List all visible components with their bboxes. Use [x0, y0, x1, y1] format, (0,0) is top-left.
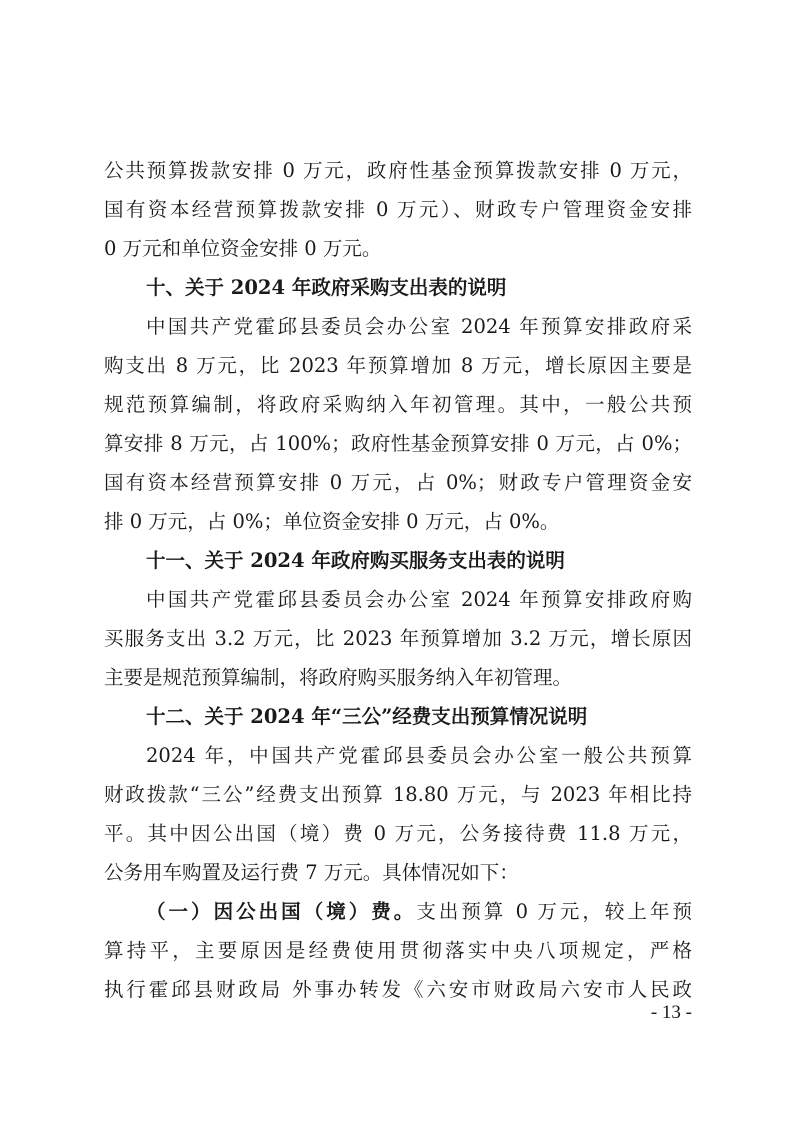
- section-heading-12: 十二、关于 2024 年“三公”经费支出预算情况说明: [146, 705, 588, 728]
- subsection-paragraph-line: [146, 898, 692, 926]
- body-text-run: 支出预算 0 万元，较上年预: [416, 900, 692, 923]
- section-heading-10: 十、关于 2024 年政府采购支出表的说明: [146, 276, 507, 299]
- page-number: - 13 -: [650, 1002, 692, 1023]
- body-text-line: 排 0 万元，占 0%；单位资金安排 0 万元，占 0%。: [104, 510, 560, 533]
- body-text-line: 平。其中因公出国（境）费 0 万元，公务接待费 11.8 万元，: [104, 822, 692, 845]
- body-text-line: 算安排 8 万元，占 100%；政府性基金预算安排 0 万元，占 0%；: [104, 432, 692, 455]
- body-text-line: 主要是规范预算编制，将政府购买服务纳入年初管理。: [104, 666, 573, 689]
- body-text-line: 国有资本经营预算安排 0 万元，占 0%；财政专户管理资金安: [104, 471, 692, 494]
- body-text-line: 中国共产党霍邱县委员会办公室 2024 年预算安排政府购: [146, 588, 692, 611]
- body-text-line: 中国共产党霍邱县委员会办公室 2024 年预算安排政府采: [146, 315, 692, 338]
- body-text-line: 财政拨款“三公”经费支出预算 18.80 万元，与 2023 年相比持: [104, 783, 692, 806]
- body-text-line: 0 万元和单位资金安排 0 万元。: [104, 237, 382, 260]
- body-text-line: 规范预算编制，将政府采购纳入年初管理。其中，一般公共预: [104, 393, 692, 416]
- body-text-line: 公务用车购置及运行费 7 万元。具体情况如下：: [104, 861, 519, 884]
- subsection-heading: （一）因公出国（境）费。: [146, 900, 417, 923]
- body-text-line: 国有资本经营预算拨款安排 0 万元）、财政专户管理资金安排: [104, 198, 692, 221]
- section-heading-11: 十一、关于 2024 年政府购买服务支出表的说明: [146, 549, 565, 572]
- body-text-line: 公共预算拨款安排 0 万元，政府性基金预算拨款安排 0 万元，: [104, 159, 692, 182]
- body-text-line: 买服务支出 3.2 万元，比 2023 年预算增加 3.2 万元，增长原因: [104, 627, 692, 650]
- body-text-line: 执行霍邱县财政局 外事办转发《六安市财政局六安市人民政: [104, 978, 692, 1001]
- body-text-line: 购支出 8 万元，比 2023 年预算增加 8 万元，增长原因主要是: [104, 354, 692, 377]
- body-text-line: 2024 年，中国共产党霍邱县委员会办公室一般公共预算: [146, 744, 692, 767]
- body-text-line: 算持平，主要原因是经费使用贯彻落实中央八项规定，严格: [104, 939, 692, 962]
